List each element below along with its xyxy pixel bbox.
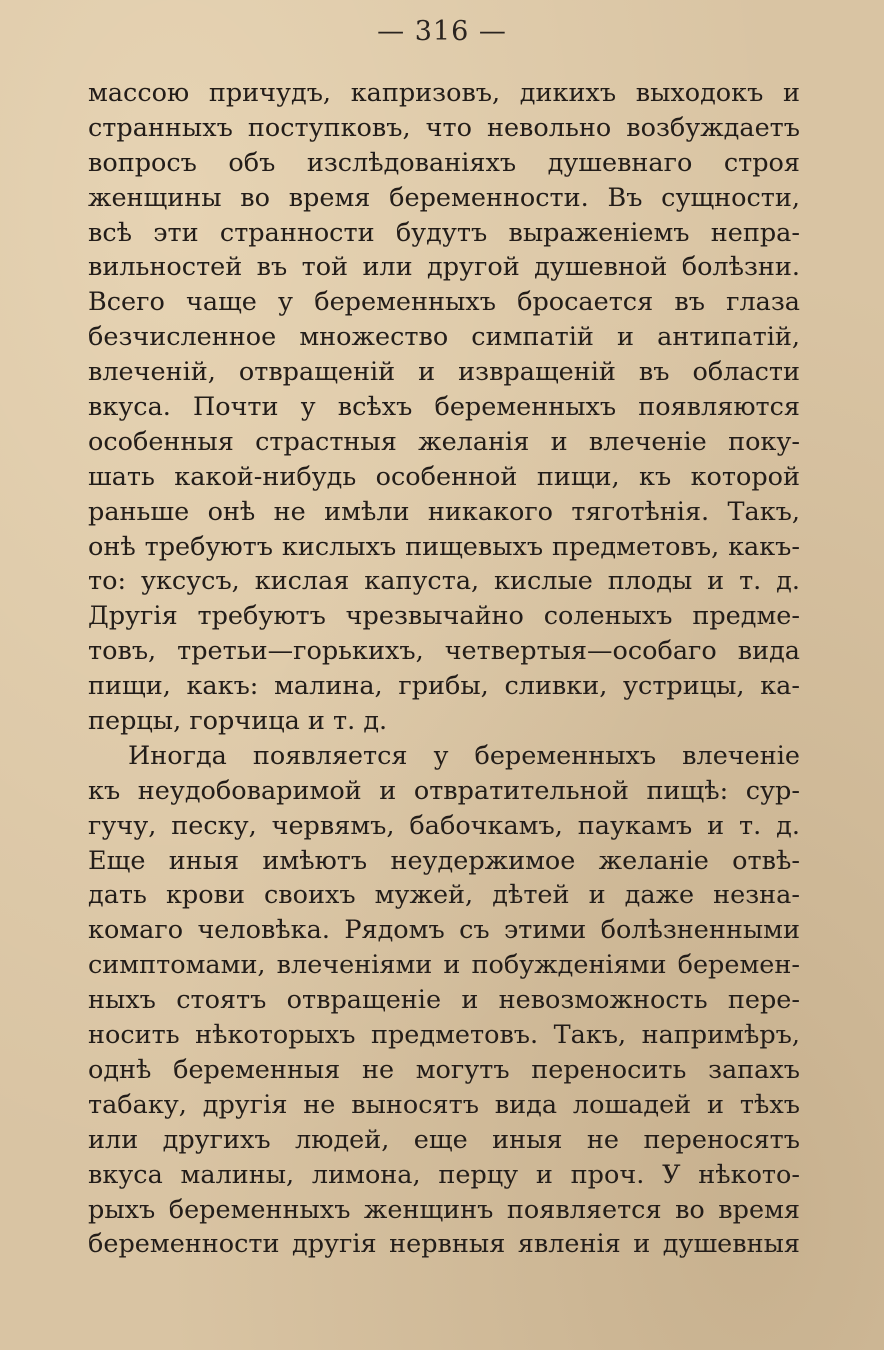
text-line: вкуса. Почти у всѣхъ беременныхъ появляются <box>88 392 800 423</box>
text-line: Всего чаще у беременныхъ бросается въ глаза <box>88 287 800 318</box>
text-line: особенныя страстныя желанія и влеченіе поку- <box>88 426 800 457</box>
text-line: симптомами, влеченіями и побужденіями беремен- <box>88 950 800 981</box>
text-line: дать крови своихъ мужей, дѣтей и даже незна- <box>88 880 800 911</box>
text-line: вильностей въ той или другой душевной болѣзни. <box>88 252 800 283</box>
text-line: рыхъ беременныхъ женщинъ появляется во время <box>88 1194 800 1225</box>
text-line: вкуса малины, лимона, перцу и проч. У нѣкото- <box>88 1159 800 1190</box>
text-line: раньше онѣ не имѣли никакого тяготѣнія. Такъ, <box>88 496 800 527</box>
text-line: носить нѣкоторыхъ предметовъ. Такъ, напримѣръ, <box>88 1020 800 1051</box>
text-line: гучу, песку, червямъ, бабочкамъ, паукамъ и т. д. <box>88 810 800 841</box>
text-line: табаку, другія не выносятъ вида лошадей и тѣхъ <box>88 1089 800 1120</box>
text-line: къ неудобоваримой и отвратительной пищѣ: сур- <box>88 775 800 806</box>
paragraph-first-line: Иногда появляется у беременныхъ влеченіе <box>128 740 800 771</box>
text-line: странныхъ поступковъ, что невольно возбуждаетъ <box>88 112 800 143</box>
text-line: влеченій, отвращеній и извращеній въ области <box>88 357 800 388</box>
text-line: безчисленное множество симпатій и антипатій, <box>88 322 800 353</box>
text-line: вопросъ объ изслѣдованіяхъ душевнаго строя <box>88 147 800 178</box>
text-line: Другія требуютъ чрезвычайно соленыхъ предме- <box>88 601 800 632</box>
text-line: то: уксусъ, кислая капуста, кислые плоды и т. д. <box>88 566 800 597</box>
text-line: или другихъ людей, еще иныя не переносятъ <box>88 1124 800 1155</box>
page-number: — 316 — <box>377 16 507 47</box>
text-line: беременности другія нервныя явленія и душевныя <box>88 1229 800 1260</box>
text-line: пищи, какъ: малина, грибы, сливки, устрицы, ка- <box>88 671 800 702</box>
text-line: женщины во время беременности. Въ сущности, <box>88 182 800 213</box>
text-line: комаго человѣка. Рядомъ съ этими болѣзненными <box>88 915 800 946</box>
text-line: онѣ требуютъ кислыхъ пищевыхъ предметовъ, какъ- <box>88 531 800 562</box>
text-line: Еще иныя имѣютъ неудержимое желаніе отвѣ- <box>88 845 800 876</box>
text-line: ныхъ стоятъ отвращеніе и невозможность пере- <box>88 985 800 1016</box>
body-text <box>88 76 800 1262</box>
text-line: массою причудъ, капризовъ, дикихъ выходокъ и <box>88 78 800 108</box>
text-line: всѣ эти странности будутъ выраженіемъ непра- <box>88 217 800 248</box>
text-line: однѣ беременныя не могутъ переносить запахъ <box>88 1054 800 1085</box>
text-line: шать какой-нибудь особенной пищи, къ которой <box>88 461 800 492</box>
text-line: товъ, третьи—горькихъ, четвертыя—особаго вида <box>88 636 800 667</box>
paragraph-end-line: перцы, горчица и т. д. <box>88 706 388 737</box>
